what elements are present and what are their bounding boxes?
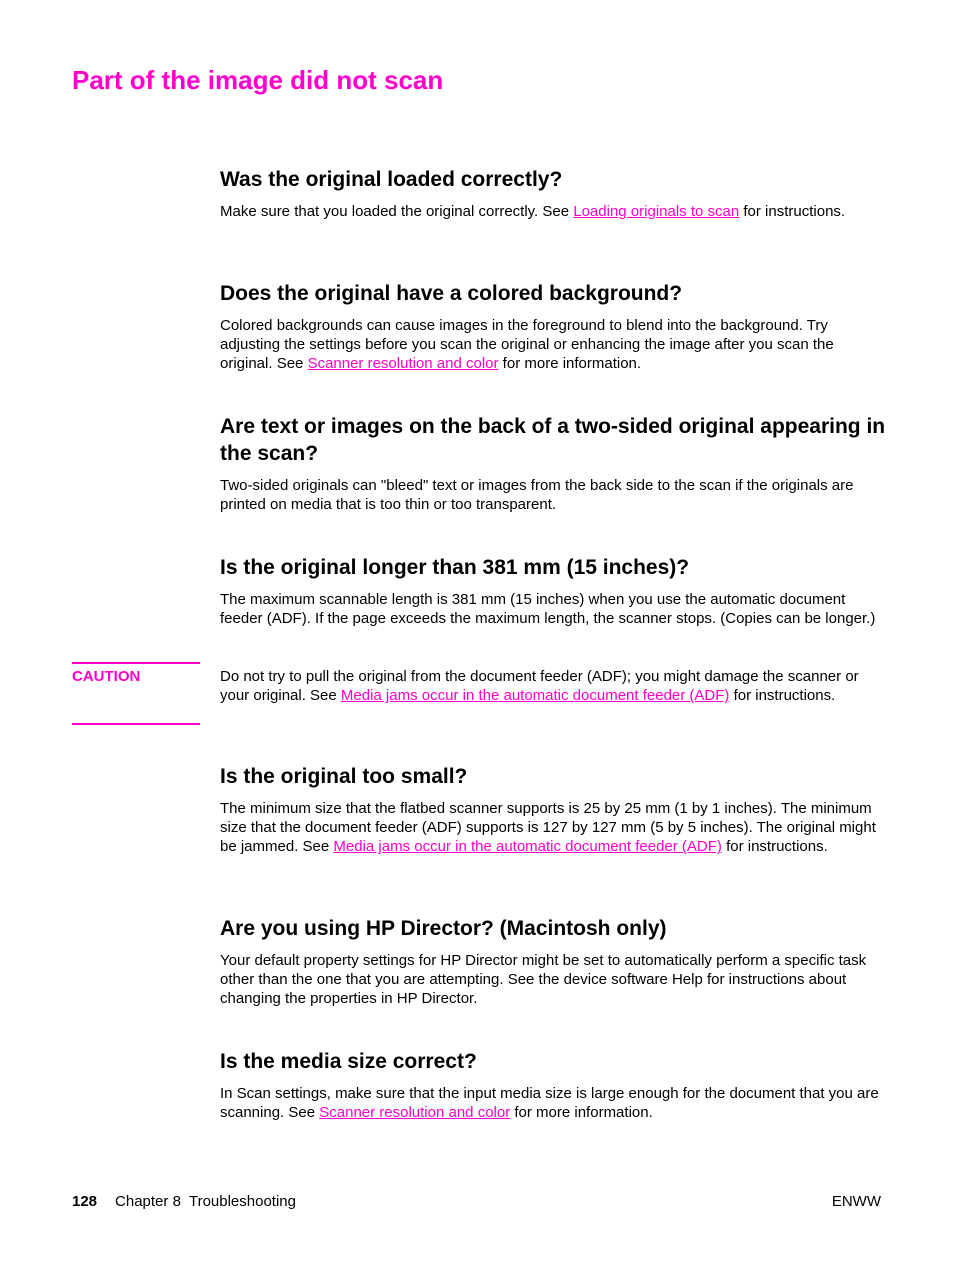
caution-label: CAUTION	[72, 668, 141, 685]
footer-left	[72, 1192, 296, 1211]
page-title: Part of the image did not scan	[72, 65, 444, 95]
page-number: 128	[72, 1193, 98, 1210]
section-heading: Are you using HP Director? (Macintosh only)	[220, 917, 667, 940]
section-body: In Scan settings, make sure that the input media size is large enough for the document that you are scanning. See Scanner resolution and color for more information.	[220, 1085, 879, 1122]
footer-right: ENWW	[831, 1193, 881, 1210]
section-heading: Is the original too small?	[220, 765, 468, 788]
section-heading: Was the original loaded correctly?	[220, 168, 563, 191]
link-media-jams-adf[interactable]: Media jams occur in the automatic document feeder (ADF)	[333, 838, 722, 856]
section-two-sided-original	[220, 413, 890, 514]
chapter-title: Chapter 8 Troubleshooting	[115, 1193, 296, 1210]
caution-body: Do not try to pull the original from the document feeder (ADF); you might damage the scanner or your original. See Media jams occur in the automatic document feeder (ADF) for instructions.	[220, 668, 859, 705]
section-hp-director	[220, 915, 890, 1009]
section-original-too-small	[220, 763, 890, 857]
link-media-jams-adf[interactable]: Media jams occur in the automatic document feeder (ADF)	[340, 687, 730, 705]
section-original-longer	[220, 554, 890, 628]
section-heading: Are text or images on the back of a two-sided original appearing in the scan?	[220, 415, 886, 465]
section-body: Your default property settings for HP Director might be set to automatically perform a specific task other than the one that you are attempting. See the device software Help for instructions about changing the properties in HP Director.	[220, 952, 867, 1008]
section-body: The maximum scannable length is 381 mm (15 inches) when you use the automatic document feeder (ADF). If the page exceeds the maximum length, the scanner stops. (Copies can be longer.)	[220, 591, 876, 628]
section-body: Colored backgrounds can cause images in the foreground to blend into the background. Try adjusting the settings before you scan the original or enhancing the image after you scan the original. See Scanner resolution and color for more information.	[220, 317, 834, 373]
section-heading: Does the original have a colored background?	[220, 282, 683, 305]
link-scanner-resolution[interactable]: Scanner resolution and color	[319, 1104, 511, 1122]
section-body: Make sure that you loaded the original correctly. See Loading originals to scan for instructions.	[220, 203, 846, 220]
link-loading-originals[interactable]: Loading originals to scan	[573, 203, 740, 220]
caution-bottom-rule	[72, 723, 200, 725]
section-colored-background	[220, 280, 890, 374]
section-original-loaded	[220, 166, 890, 221]
section-body: The minimum size that the flatbed scanner supports is 25 by 25 mm (1 by 1 inches). The minimum size that the document feeder (ADF) supports is 127 by 127 mm (5 by 5 inches). The original might be jammed. See Media jams occur in the automatic document feeder (ADF) for instructions.	[220, 800, 876, 856]
section-heading: Is the original longer than 381 mm (15 inches)?	[220, 556, 690, 579]
section-heading: Is the media size correct?	[220, 1050, 477, 1073]
section-body: Two-sided originals can "bleed" text or images from the back side to the scan if the originals are printed on media that is too thin or too transparent.	[220, 477, 854, 514]
caution-top-rule	[72, 662, 200, 664]
link-scanner-resolution[interactable]: Scanner resolution and color	[307, 355, 499, 373]
section-media-size	[220, 1048, 890, 1122]
